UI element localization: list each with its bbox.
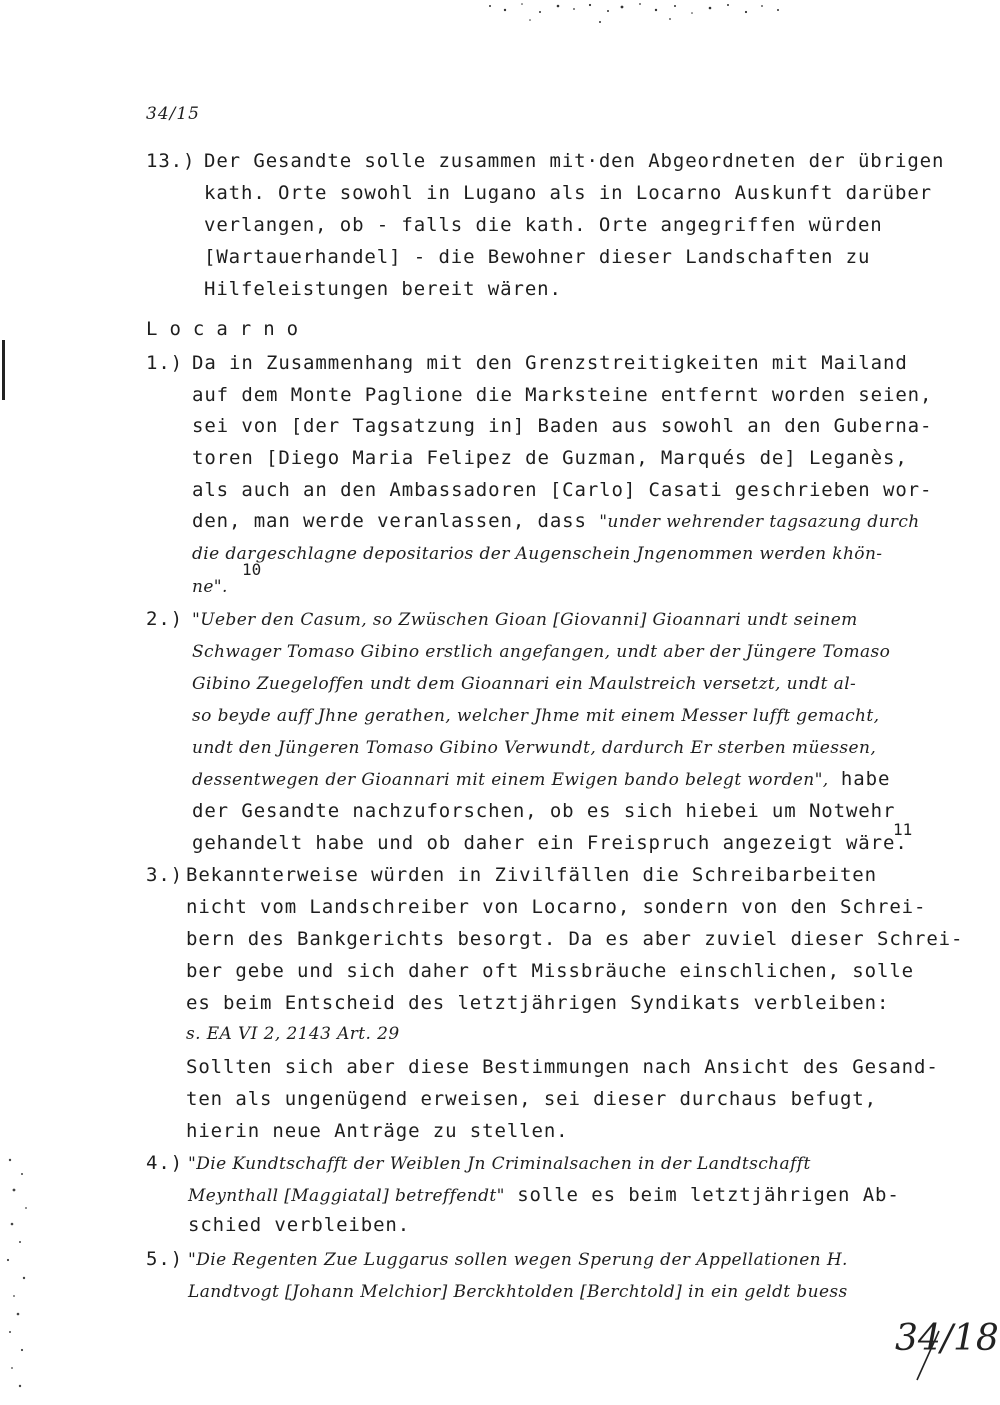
entry-line	[192, 800, 895, 822]
body-text: als auch an den Ambassadoren [Carlo] Casati geschrieben wor-	[192, 479, 933, 501]
entry-line	[186, 928, 963, 950]
body-text: toren [Diego Maria Felipez de Guzman, Marqués de] Leganès,	[192, 447, 908, 469]
quoted-text: "Ueber den Casum, so Zwüschen Gioan [Giovanni] Gioannari undt seinem	[192, 610, 858, 630]
entry-line	[204, 246, 870, 268]
body-text: nicht vom Landschreiber von Locarno, sondern von den Schrei-	[186, 896, 927, 918]
body-text: Hilfeleistungen bereit wären.	[204, 278, 562, 300]
entry-number: 4.)	[146, 1152, 184, 1174]
body-text: hierin neue Anträge zu stellen.	[186, 1120, 569, 1142]
quoted-text: undt den Jüngeren Tomaso Gibino Verwundt, dardurch Er sterben müessen,	[192, 738, 877, 758]
entry-line	[192, 352, 908, 374]
quoted-text: Gibino Zuegeloffen undt dem Gioannari ein Maulstreich versetzt, undt al-	[192, 674, 857, 694]
quoted-text: Meynthall [Maggiatal] betreffendt"	[188, 1186, 505, 1206]
entry-line	[192, 479, 932, 501]
body-text: Da in Zusammenhang mit den Grenzstreitigkeiten mit Mailand	[192, 352, 908, 374]
scan-noise-top	[470, 0, 790, 28]
quoted-text: die dargeschlagne depositarios der Augenschein Jngenommen werden khön-	[192, 544, 883, 564]
quoted-text: dessentwegen der Gioannari mit einem Ewigen bando belegt worden",	[192, 770, 829, 790]
entry-line	[192, 447, 908, 469]
entry-line	[192, 384, 932, 406]
entry-line	[192, 640, 890, 663]
entry-line	[192, 510, 920, 533]
handwritten-page-number: 34/18	[895, 1318, 999, 1359]
body-text: der Gesandte nachzuforschen, ob es sich hiebei um Notwehr	[192, 800, 896, 822]
entry-line	[192, 415, 932, 437]
entry-line	[186, 1120, 569, 1142]
entry-line	[186, 960, 914, 982]
entry-line	[192, 575, 228, 598]
entry-line	[186, 992, 889, 1014]
footnote-reference: 10	[242, 560, 262, 579]
entry-line	[186, 1088, 877, 1110]
entry-line	[188, 1184, 900, 1207]
quoted-text: "under wehrender tagsazung durch	[599, 512, 920, 532]
entry-line	[186, 896, 926, 918]
entry-line	[192, 768, 890, 791]
entry-line	[188, 1152, 811, 1175]
entry-line	[192, 736, 876, 759]
entry-line	[188, 1280, 848, 1303]
entry-line	[186, 1022, 400, 1045]
body-text: habe	[828, 768, 891, 790]
entry-number: 2.)	[146, 608, 184, 630]
quoted-text: "Die Kundtschafft der Weiblen Jn Criminalsachen in der Landtschafft	[188, 1154, 811, 1174]
body-text: bern des Bankgerichts besorgt. Da es aber zuviel dieser Schrei-	[186, 928, 964, 950]
footnote-reference: 11	[893, 820, 913, 839]
body-text: verlangen, ob - falls die kath. Orte angegriffen würden	[204, 214, 883, 236]
entry-line	[204, 182, 932, 204]
quoted-text: so beyde auff Jhne gerathen, welcher Jhme mit einem Messer lufft gemacht,	[192, 706, 880, 726]
entry-line	[192, 542, 882, 565]
scan-noise-left	[0, 1150, 40, 1400]
body-text: auf dem Monte Paglione die Marksteine entfernt worden seien,	[192, 384, 933, 406]
body-text: [Wartauerhandel] - die Bewohner dieser Landschaften zu	[204, 246, 871, 268]
entry-line	[188, 1248, 848, 1271]
entry-line	[192, 672, 856, 695]
page-reference: 34/15	[146, 104, 200, 124]
entry-number: 13.)	[146, 150, 196, 172]
body-text: Der Gesandte solle zusammen mit·den Abgeordneten der übrigen	[204, 150, 945, 172]
entry-line	[186, 864, 877, 886]
entry-line	[192, 832, 908, 854]
entry-line	[188, 1214, 410, 1236]
entry-line	[192, 704, 879, 727]
body-text: den, man werde veranlassen, dass	[192, 510, 600, 532]
entry-line	[192, 608, 858, 631]
body-text: ber gebe und sich daher oft Missbräuche einschlichen, solle	[186, 960, 914, 982]
quoted-text: s. EA VI 2, 2143 Art. 29	[186, 1024, 400, 1044]
quoted-text: Landtvogt [Johann Melchior] Berckhtolden [Berchtold] in ein geldt buess	[188, 1282, 848, 1302]
body-text: Bekannterweise würden in Zivilfällen die Schreibarbeiten	[186, 864, 877, 886]
entry-number: 5.)	[146, 1248, 184, 1270]
entry-line	[204, 150, 944, 172]
body-text: Sollten sich aber diese Bestimmungen nach Ansicht des Gesand-	[186, 1056, 939, 1078]
quoted-text: "Die Regenten Zue Luggarus sollen wegen Sperung der Appellationen H.	[188, 1250, 848, 1270]
quoted-text: Schwager Tomaso Gibino erstlich angefangen, undt aber der Jüngere Tomaso	[192, 642, 891, 662]
body-text: sei von [der Tagsatzung in] Baden aus sowohl an den Guberna-	[192, 415, 933, 437]
entry-line	[204, 214, 883, 236]
entry-line	[204, 278, 562, 300]
body-text: ten als ungenügend erweisen, sei dieser durchaus befugt,	[186, 1088, 877, 1110]
body-text: schied verbleiben.	[188, 1214, 411, 1236]
quoted-text: ne".	[192, 577, 228, 597]
body-text: kath. Orte sowohl in Lugano als in Locarno Auskunft darüber	[204, 182, 932, 204]
body-text: solle es beim letztjährigen Ab-	[504, 1184, 900, 1206]
entry-number: 1.)	[146, 352, 184, 374]
scan-edge-mark	[2, 340, 5, 400]
section-title-locarno: Locarno	[146, 318, 311, 340]
entry-line	[186, 1056, 939, 1078]
entry-number: 3.)	[146, 864, 184, 886]
body-text: gehandelt habe und ob daher ein Freispruch angezeigt wäre.	[192, 832, 908, 854]
body-text: es beim Entscheid des letztjährigen Syndikats verbleiben:	[186, 992, 890, 1014]
